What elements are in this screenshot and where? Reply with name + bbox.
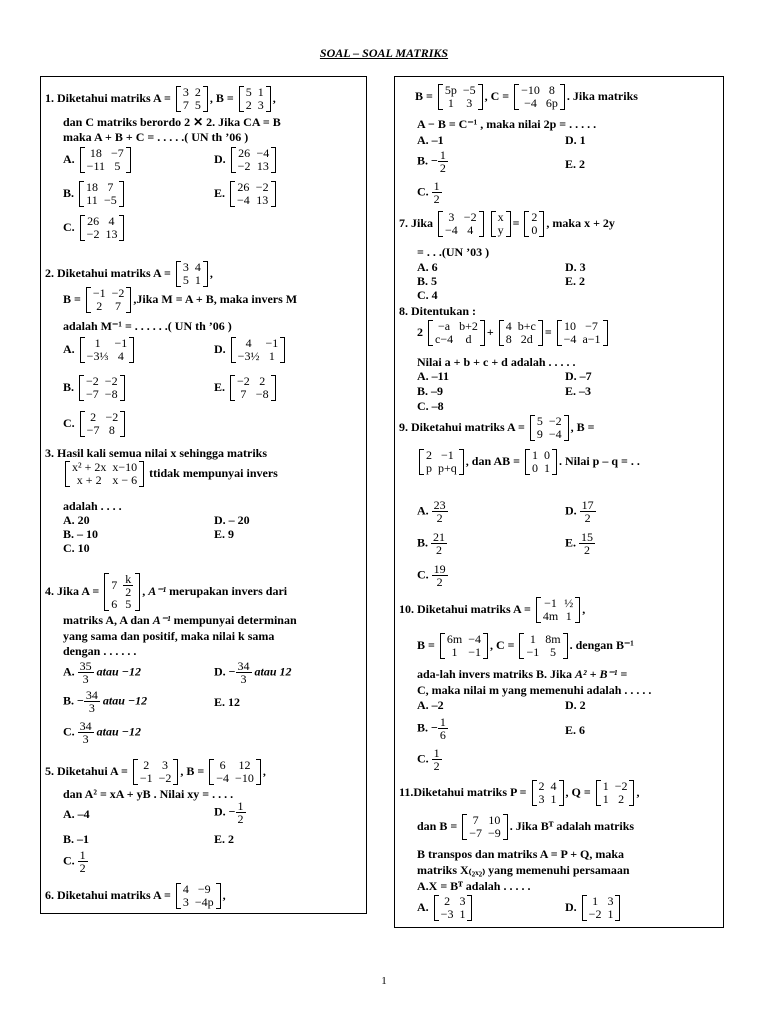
q10-line1: 10. Diketahui matriks A = −1 ½ 4m 1 , <box>399 596 586 623</box>
q11-line3: B transpos dan matriks A = P + Q, maka <box>417 847 625 861</box>
q11-line5: A.X = Bᵀ adalah . . . . . <box>417 879 531 893</box>
q9-line1: 9. Diketahui matriks A = 5 −2 9 −4 , B = <box>399 414 595 441</box>
q4-opt-a: A. $\frac{35}{3}$ atau −12 <box>63 659 141 686</box>
q1-opt-a: A. 18 −7 −11 5 <box>63 147 133 173</box>
q11-line4: matriks X₍₂ₓ₂₎ yang memenuhi persamaan <box>417 863 630 877</box>
q9-opt-c: C. $\frac{19}{2}$ <box>417 562 446 589</box>
q10-line4: C, maka nilai m yang memenuhi adalah . . . . . <box>417 683 652 697</box>
q7-opt-d: D. 3 <box>565 260 586 274</box>
q9-opt-b: B. $\frac{21}{2}$ <box>417 530 446 557</box>
q4-opt-c: C. $\frac{34}{3}$ atau −12 <box>63 719 141 746</box>
q3-line3: adalah . . . . <box>63 499 122 513</box>
q7-line2: = . . .(UN ’03 ) <box>417 245 490 259</box>
q11-opt-a: A. 2 3 −3 1 <box>417 895 474 921</box>
q1-opt-c: C. 26 4 −2 13 <box>63 215 126 241</box>
q6-opt-e: E. 2 <box>565 157 586 171</box>
q2-line1: 2. Diketahui matriks A = 3 4 5 1 , <box>45 260 213 287</box>
q5-opt-c: C. $\frac{1}{2}$ <box>63 848 86 875</box>
q3-opt-d: D. – 20 <box>214 513 250 527</box>
q1-line1: 1. Diketahui matriks A = 3 2 7 5 , B = 5 1 2 3 , <box>45 85 276 112</box>
q4-opt-d: D. − $\frac{34}{3}$ atau 12 <box>214 659 292 686</box>
q10-opt-e: E. 6 <box>565 723 586 737</box>
q10-opt-b: B. − $\frac{1}{6}$ <box>417 715 446 742</box>
q2-line2: B = −1 −2 2 7 ,Jika M = A + B, maka invers M <box>63 286 298 313</box>
q7-line1: 7. Jika 3 −2 −4 4 x y = 2 0 , maka x + 2y <box>399 210 615 237</box>
q7-opt-b: B. 5 <box>417 274 438 288</box>
q2-opt-e: E. −2 2 7 −8 <box>214 375 278 401</box>
q4-line2: matriks A, A dan A⁻¹ mempunyai determinan <box>63 613 297 627</box>
q6-line1: 6. Diketahui matriks A = 4 −9 3 −4p , <box>45 882 226 909</box>
q8-line2: 2 −a b+2 c−4 d + 4 b+c 8 2d = 10 −7 −4 a−1 <box>417 320 610 346</box>
q4-line1: 4. Jika A = 7 $\frac{k}{2}$ 6 5 , A⁻¹ merupakan invers dari <box>45 572 288 611</box>
q3-opt-e: E. 9 <box>214 527 235 541</box>
right-column <box>394 76 724 928</box>
q10-opt-d: D. 2 <box>565 698 586 712</box>
q8-opt-b: B. –9 <box>417 384 444 398</box>
q8-opt-a: A. –11 <box>417 369 450 383</box>
q11-line1: 11.Diketahui matriks P = 2 4 3 1 , Q = 1 −2 1 2 , <box>399 779 640 806</box>
q10-opt-c: C. $\frac{1}{2}$ <box>417 746 440 773</box>
q5-line1: 5. Diketahui A = 2 3 −1 −2 , B = 6 12 −4 −10 , <box>45 758 266 785</box>
q3-opt-a: A. 20 <box>63 513 90 527</box>
q1-opt-d: D. 26 −4 −2 13 <box>214 147 278 173</box>
q5-opt-a: A. –4 <box>63 807 90 821</box>
q9-opt-e: E. $\frac{15}{2}$ <box>565 530 594 557</box>
left-column <box>40 76 367 914</box>
q2-opt-c: C. 2 −2 −7 8 <box>63 411 127 437</box>
q10-line2: B = 6m −4 1 −1 , C = 1 8m −1 5 . dengan B⁻¹ <box>417 632 634 659</box>
q5-opt-d: D. − $\frac{1}{2}$ <box>214 799 244 826</box>
q6-opt-b: B. − $\frac{1}{2}$ <box>417 148 446 175</box>
q9-opt-d: D. $\frac{17}{2}$ <box>565 498 594 525</box>
q8-opt-c: C. –8 <box>417 399 444 413</box>
q8-line3: Nilai a + b + c + d adalah . . . . . <box>417 355 576 369</box>
q9-opt-a: A. $\frac{23}{2}$ <box>417 498 446 525</box>
q1-line3: maka A + B + C = . . . . .( UN th ’06 ) <box>63 130 249 144</box>
q3-line1: 3. Hasil kali semua nilai x sehingga matriks <box>45 446 268 460</box>
page-title: SOAL – SOAL MATRIKS <box>319 46 449 60</box>
q8-opt-e: E. –3 <box>565 384 592 398</box>
q3-opt-c: C. 10 <box>63 541 90 555</box>
q8-line1: 8. Ditentukan : <box>399 304 477 318</box>
q6-line2: B = 5p −5 1 3 , C = −10 8 −4 6p . Jika matriks <box>415 83 638 110</box>
q10-line3: ada-lah invers matriks B. Jika A² + B⁻¹ = <box>417 667 628 681</box>
q6-opt-c: C. $\frac{1}{2}$ <box>417 179 440 206</box>
q2-line3: adalah M⁻¹ = . . . . . .( UN th ’06 ) <box>63 319 232 333</box>
q10-opt-a: A. –2 <box>417 698 444 712</box>
q7-opt-c: C. 4 <box>417 288 438 302</box>
q3-line2: x² + 2x x−10 x + 2 x − 6 ttidak mempunyai invers <box>63 461 278 487</box>
q5-line2: dan A² = xA + yB . Nilai xy = . . . . <box>63 787 234 801</box>
q8-opt-d: D. –7 <box>565 369 592 383</box>
q6-line3: A − B = C⁻¹ , maka nilai 2p = . . . . . <box>417 117 597 131</box>
q7-opt-a: A. 6 <box>417 260 438 274</box>
q11-opt-d: D. 1 3 −2 1 <box>565 895 622 921</box>
q4-opt-e: E. 12 <box>214 695 241 709</box>
q1-line2: dan C matriks berordo 2 ✕ 2. Jika CA = B <box>63 115 281 129</box>
q1-opt-e: E. 26 −2 −4 13 <box>214 181 278 207</box>
q9-line2: 2 −1 p p+q , dan AB = 1 0 0 1 . Nilai p – q = . . <box>417 449 640 475</box>
q11-line2: dan B = 7 10 −7 −9 . Jika Bᵀ adalah matriks <box>417 813 635 840</box>
q4-opt-b: B. − $\frac{34}{3}$ atau −12 <box>63 688 148 715</box>
q6-opt-a: A. –1 <box>417 133 444 147</box>
q2-opt-b: B. −2 −2 −7 −8 <box>63 375 127 401</box>
q4-line4: dengan . . . . . . <box>63 644 137 658</box>
q4-line3: yang sama dan positif, maka nilai k sama <box>63 629 275 643</box>
q1-opt-b: B. 18 7 11 −5 <box>63 181 126 207</box>
page-number: 1 <box>381 975 387 987</box>
q5-opt-e: E. 2 <box>214 832 235 846</box>
q3-opt-b: B. – 10 <box>63 527 99 541</box>
q5-opt-b: B. –1 <box>63 832 90 846</box>
q6-opt-d: D. 1 <box>565 133 586 147</box>
q2-opt-d: D. 4 −1 −3½ 1 <box>214 337 287 363</box>
q7-opt-e: E. 2 <box>565 274 586 288</box>
q2-opt-a: A. 1 −1 −3⅓ 4 <box>63 337 136 363</box>
